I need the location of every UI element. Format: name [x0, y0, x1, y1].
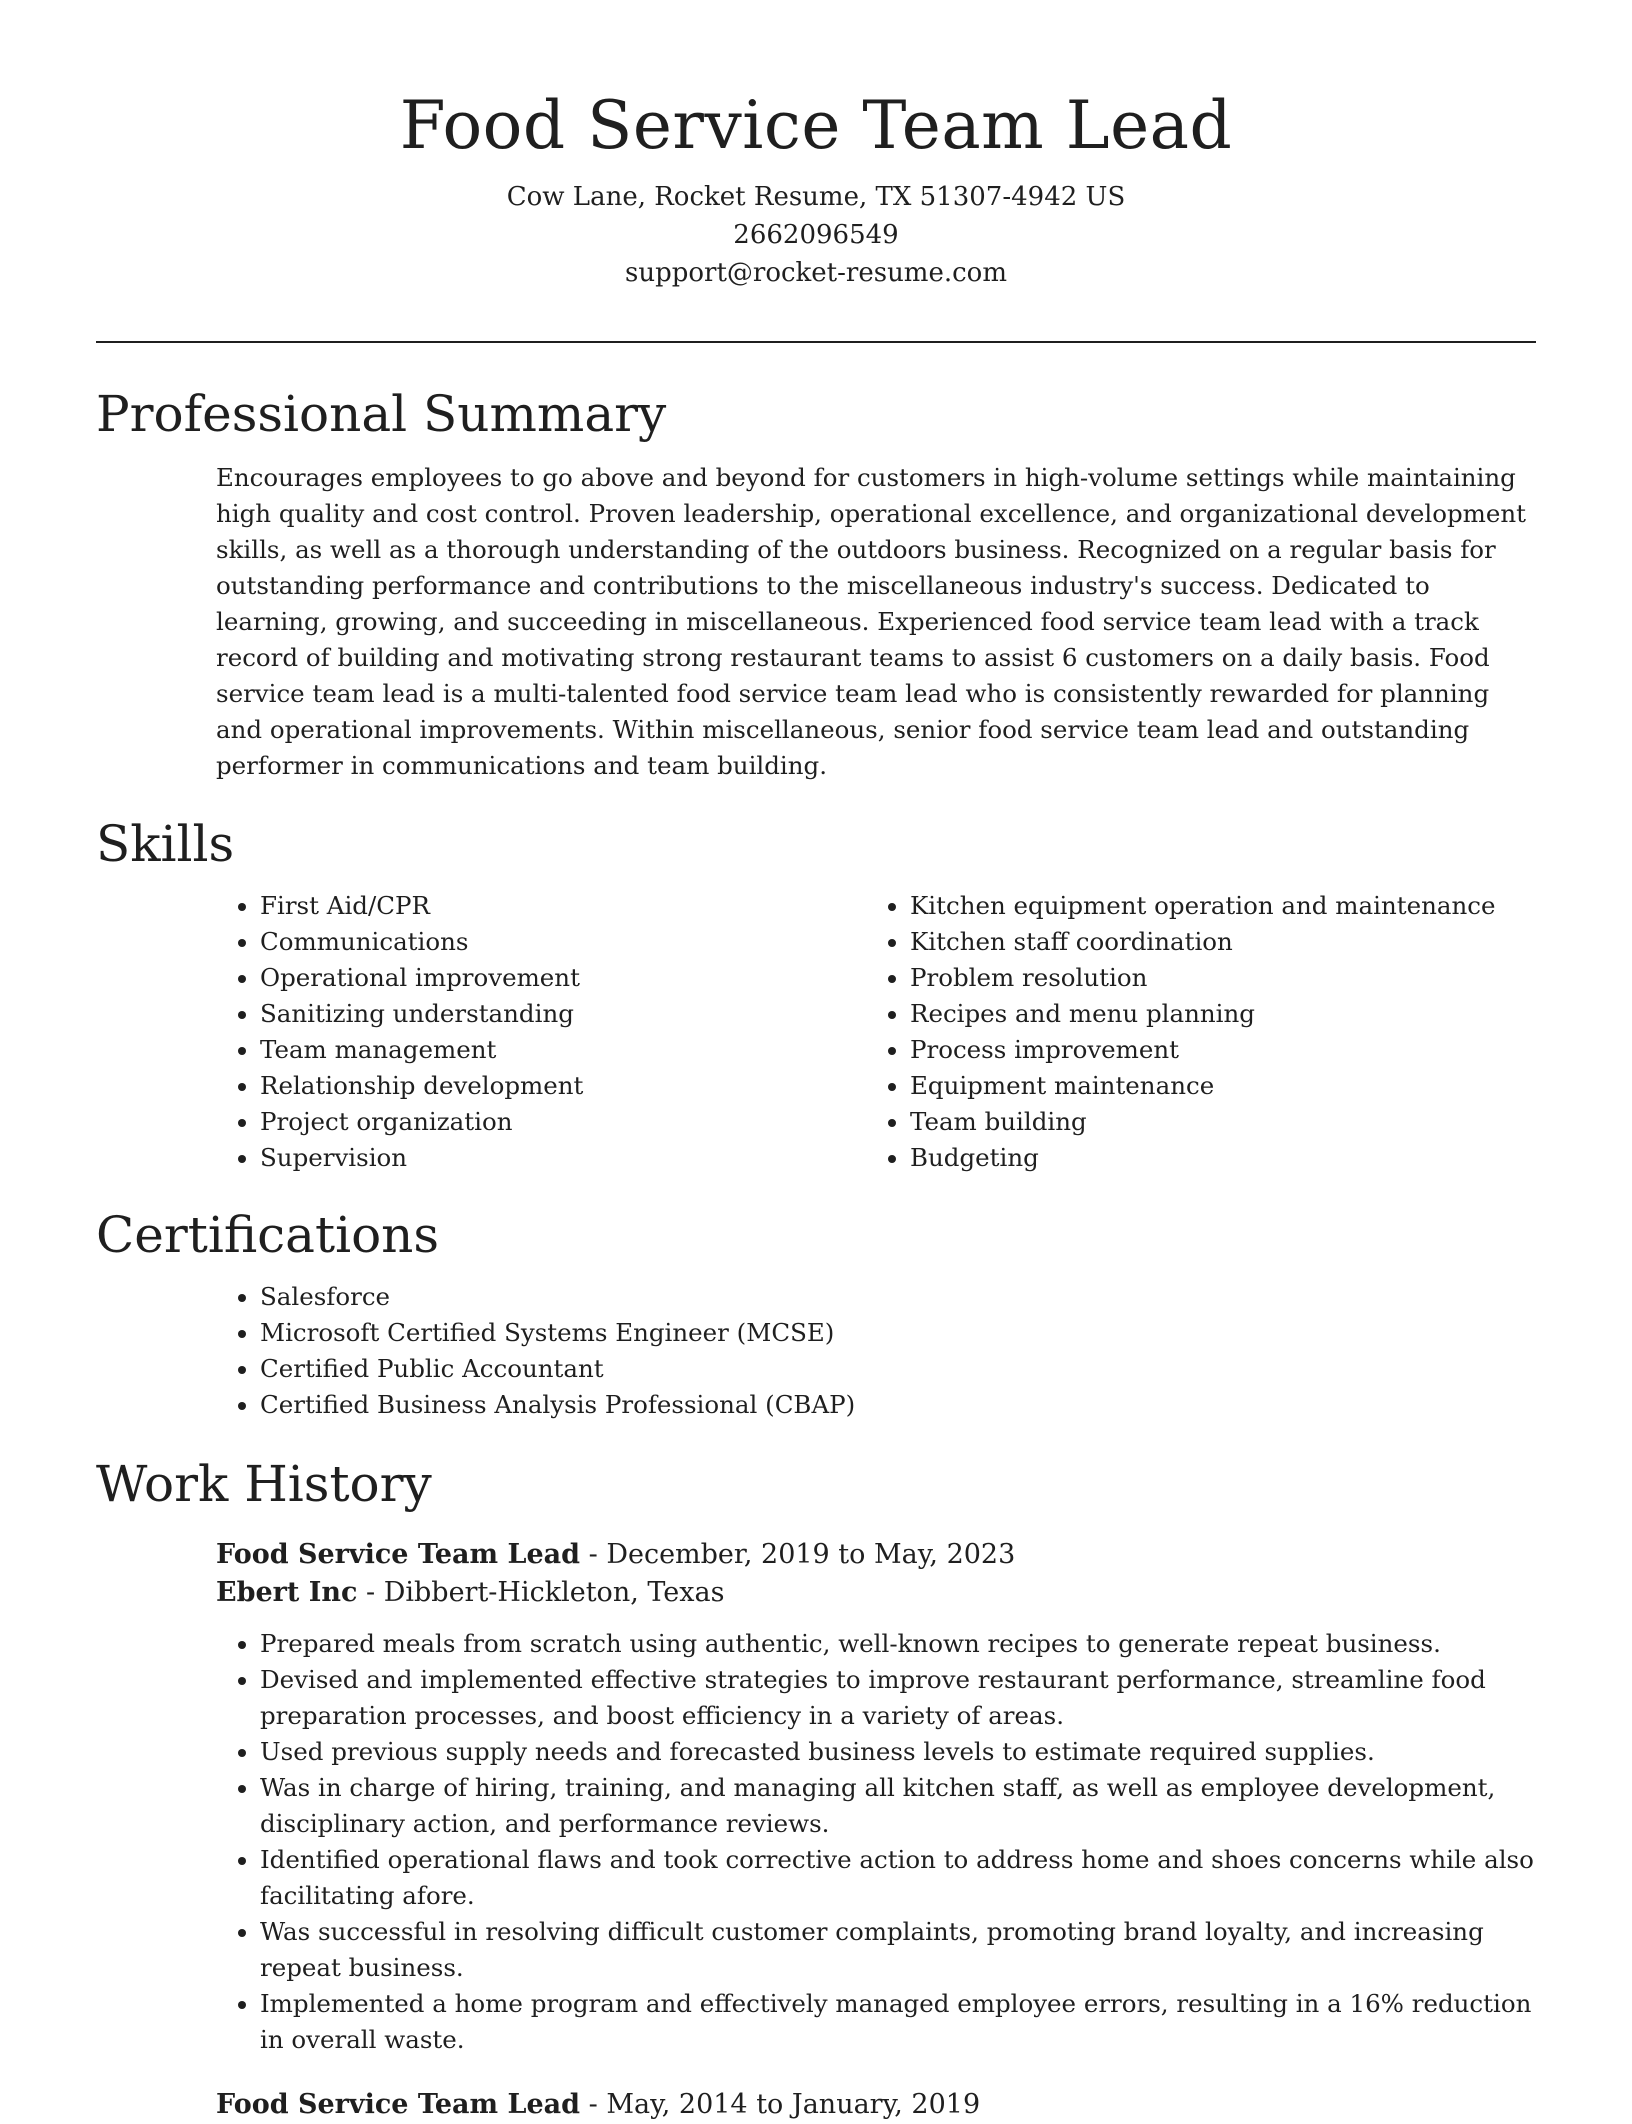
skills-column-right	[866, 888, 1516, 1176]
skill-item: • Relationship development	[260, 1068, 866, 1104]
job-responsibilities	[216, 1626, 1536, 2058]
skills-section	[96, 812, 1536, 1176]
work-history-heading: Work History	[96, 1455, 432, 1513]
certification-item: • Salesforce	[260, 1279, 1536, 1315]
skills-column-left	[216, 888, 866, 1176]
skill-item: • First Aid/CPR	[260, 888, 866, 924]
responsibility-item: • Identified operational flaws and took corrective action to address home and shoes concerns while also facilitating afore.	[260, 1842, 1536, 1914]
certifications-heading: Certifications	[96, 1206, 440, 1264]
job-title-line	[216, 1536, 1536, 1574]
responsibility-item: • Prepared meals from scratch using authentic, well-known recipes to generate repeat business.	[260, 1626, 1536, 1662]
skill-item: • Budgeting	[910, 1140, 1516, 1176]
skill-item: • Communications	[260, 924, 866, 960]
header-divider	[96, 341, 1536, 343]
email: support@rocket-resume.com	[624, 258, 1007, 288]
summary-section	[96, 382, 1536, 784]
skills-heading: Skills	[96, 815, 235, 873]
skill-item: • Sanitizing understanding	[260, 996, 866, 1032]
contact-info	[0, 178, 1632, 292]
job-title: Food Service Team Lead	[216, 2089, 581, 2120]
work-history-section	[96, 1452, 1536, 2124]
skill-item: • Recipes and menu planning	[910, 996, 1516, 1032]
skill-item: • Equipment maintenance	[910, 1068, 1516, 1104]
phone: 2662096549	[733, 220, 899, 250]
summary-heading: Professional Summary	[96, 385, 667, 443]
summary-text: Encourages employees to go above and beyond for customers in high-volume settings while maintaining high quality and cost control. Proven leadership, operational excellence, and organizational development skills, as well as a thorough understanding of the outdoors business. Recognized on a regular basis for outstanding performance and contributions to the miscellaneous industry's success. Dedicated to learning, growing, and succeeding in miscellaneous. Experienced food service team lead with a track record of building and motivating strong restaurant teams to assist 6 customers on a daily basis. Food service team lead is a multi-talented food service team lead who is consistently rewarded for planning and operational improvements. Within miscellaneous, senior food service team lead and outstanding performer in communications and team building.	[216, 463, 1527, 780]
job-company-line	[216, 1574, 1536, 1612]
responsibility-item: • Was in charge of hiring, training, and managing all kitchen staff, as well as employee development, disciplinary action, and performance reviews.	[260, 1770, 1536, 1842]
certifications-section	[96, 1203, 1536, 1423]
certifications-list	[216, 1279, 1536, 1423]
job-dates: - December, 2019 to May, 2023	[580, 1539, 1016, 1570]
skill-item: • Team management	[260, 1032, 866, 1068]
skill-item: • Kitchen equipment operation and maintenance	[910, 888, 1516, 924]
skill-item: • Operational improvement	[260, 960, 866, 996]
responsibility-item: • Used previous supply needs and forecasted business levels to estimate required supplies.	[260, 1734, 1536, 1770]
skill-item: • Kitchen staff coordination	[910, 924, 1516, 960]
job-entry	[216, 2086, 1536, 2124]
skill-item: • Team building	[910, 1104, 1516, 1140]
certification-item: • Microsoft Certified Systems Engineer (MCSE)	[260, 1315, 1536, 1351]
skill-item: • Supervision	[260, 1140, 866, 1176]
certification-item: • Certified Public Accountant	[260, 1351, 1536, 1387]
responsibility-item: • Implemented a home program and effectively managed employee errors, resulting in a 16% reduction in overall waste.	[260, 1986, 1536, 2058]
certification-item: • Certified Business Analysis Professional (CBAP)	[260, 1387, 1536, 1423]
job-location: - Dibbert-Hickleton, Texas	[357, 1577, 725, 1608]
job-title: Food Service Team Lead	[216, 1539, 581, 1570]
responsibility-item: • Was successful in resolving difficult customer complaints, promoting brand loyalty, and increasing repeat business.	[260, 1914, 1536, 1986]
job-title-line	[216, 2086, 1536, 2124]
job-entry	[216, 1536, 1536, 2058]
resume-header	[0, 0, 1632, 292]
skill-item: • Process improvement	[910, 1032, 1516, 1068]
skills-columns	[216, 888, 1536, 1176]
job-dates: - May, 2014 to January, 2019	[580, 2089, 981, 2120]
skill-item: • Problem resolution	[910, 960, 1516, 996]
address: Cow Lane, Rocket Resume, TX 51307-4942 US	[506, 182, 1126, 212]
responsibility-item: • Devised and implemented effective strategies to improve restaurant performance, streamline food preparation processes, and boost efficiency in a variety of areas.	[260, 1662, 1536, 1734]
job-company: Ebert Inc	[216, 1577, 358, 1608]
skill-item: • Project organization	[260, 1104, 866, 1140]
candidate-name: Food Service Team Lead	[399, 87, 1233, 164]
